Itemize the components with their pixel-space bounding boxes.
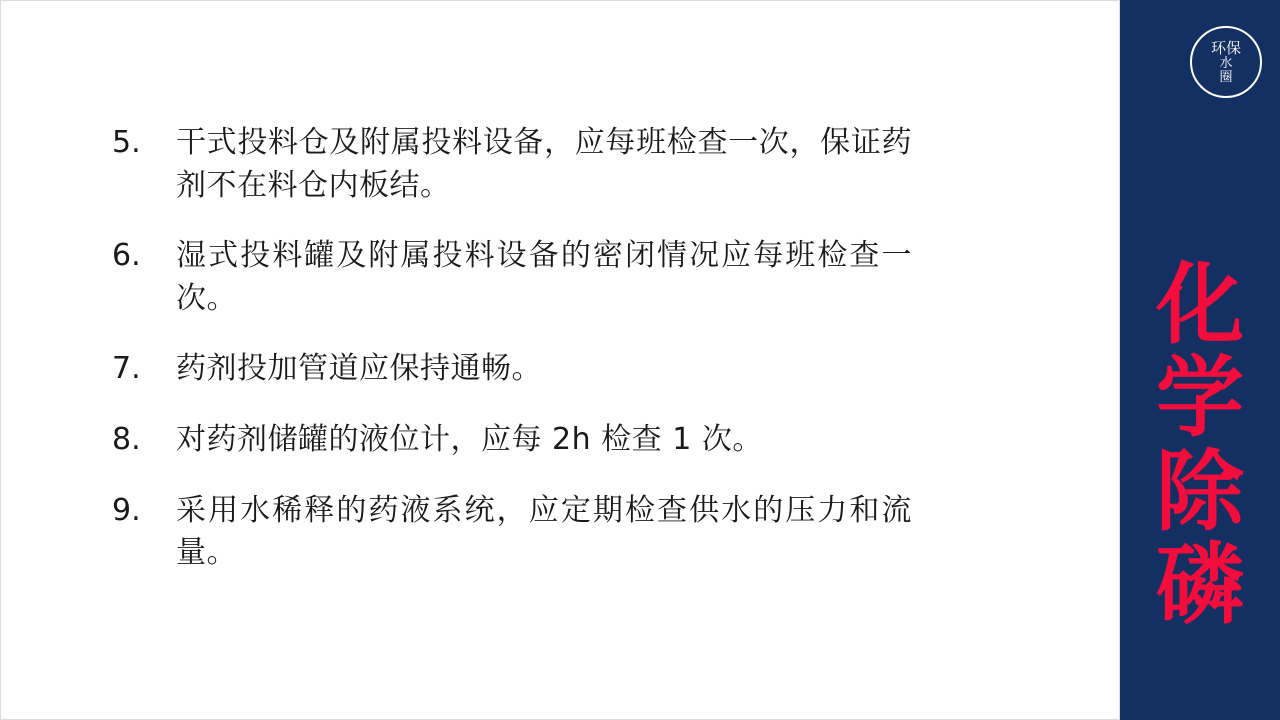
list-item-text: 采用水稀释的药液系统，应定期检查供水的压力和流量。: [176, 492, 912, 571]
list-item-number: 8.: [112, 421, 141, 457]
vertical-title-char: 学: [1155, 346, 1244, 450]
list-item: [112, 490, 912, 575]
brand-logo-text: [1205, 38, 1247, 85]
list-item-text: 湿式投料罐及附属投料设备的密闭情况应每班检查一次。: [176, 238, 912, 316]
brand-logo-icon: [1190, 26, 1262, 98]
vertical-title-char: 化: [1155, 253, 1244, 356]
list-item-number: 5.: [112, 125, 141, 160]
list-item: [112, 235, 912, 320]
list-item-text: 药剂投加管道应保持通畅。: [176, 351, 542, 387]
list-item: [112, 419, 912, 462]
list-item-text: 干式投料仓及附属投料设备，应每班检查一次，保证药剂不在料仓内板结。: [176, 125, 912, 203]
brand-logo-line2: 水: [1219, 55, 1233, 71]
brand-logo-line3: 圈: [1219, 69, 1233, 85]
vertical-title: [1120, 253, 1280, 678]
list-item-number: 7.: [112, 351, 141, 387]
numbered-list: [112, 122, 912, 575]
list-item-text: 对药剂储罐的液位计，应每 2h 检查 1 次。: [176, 421, 763, 457]
list-item: [112, 122, 912, 207]
list-item-number: 6.: [112, 238, 141, 274]
brand-logo-line1: 环保: [1210, 38, 1241, 57]
list-item-number: 9.: [112, 492, 141, 528]
vertical-title-char: 除: [1155, 439, 1244, 543]
list-item: [112, 348, 912, 391]
vertical-title-char: 磷: [1155, 532, 1244, 636]
side-panel: [1120, 0, 1280, 720]
